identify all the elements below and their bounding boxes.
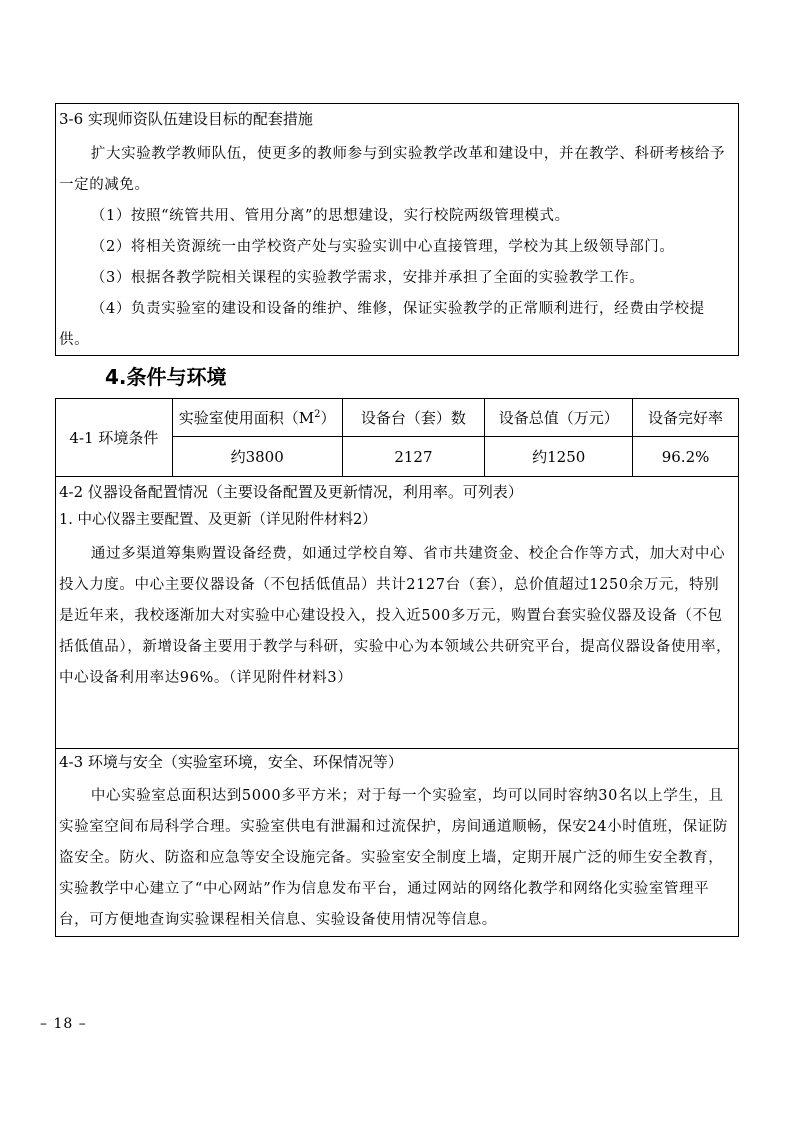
section-4-2-content (59, 539, 734, 694)
value-count: 2127 (342, 437, 485, 477)
section-4-2-subtitle: 1. 中心仪器主要配置、及更新（详见附件材料2） (59, 512, 377, 528)
section-3-6-box (55, 103, 739, 356)
paragraph: （2）将相关资源统一由学校资产处与实验实训中心直接管理，学校为其上级领导部门。 (90, 239, 675, 255)
section-3-6-title: 3-6 实现师资队伍建设目标的配套措施 (59, 110, 313, 128)
section-heading: 4.条件与环境 (105, 365, 227, 389)
value-rate: 96.2% (633, 437, 739, 477)
section-4-3-box (55, 748, 739, 937)
page-number: – 18 – (40, 1016, 87, 1032)
environment-table (55, 398, 739, 477)
paragraph: （1）按照“统管共用、管用分离”的思想建设，实行校院两级管理模式。 (90, 208, 570, 224)
section-3-6-content (59, 139, 732, 356)
paragraph: （3）根据各教学院相关课程的实验教学需求，安排并承担了全面的实验教学工作。 (90, 270, 645, 286)
paragraph: 扩大实验教学教师队伍，使更多的教师参与到实验教学改革和建设中，并在教学、科研考核给予一定的减免。 (59, 146, 726, 193)
section-4-2-box (55, 477, 739, 749)
row-label: 4-1 环境条件 (56, 399, 173, 477)
paragraph: 通过多渠道筹集购置设备经费，如通过学校自筹、省市共建资金、校企合作等方式，加大对中心投入力度。中心主要仪器设备（不包括低值品）共计2127台（套），总价值超过1250余万元，特别是近年来，我校逐渐加大对实验中心建设投入，投入近500多万元，购置台套实验仪器及设备（不包括低值品），新增设备主要用于教学与科研，实验中心为本领域公共研究平台，提高仪器设备使用率，中心设备利用率达96%。（详见附件材料3） (59, 546, 732, 686)
paragraph: （4）负责实验室的建设和设备的维护、维修，保证实验教学的正常顺利进行，经费由学校提供。 (59, 301, 705, 348)
paragraph: 中心实验室总面积达到5000多平方米；对于每一个实验室，均可以同时容纳30名以上学生，且实验室空间布局科学合理。实验室供电有泄漏和过流保护，房间通道顺畅，保安24小时值班，保证防盗安全。防火、防盗和应急等安全设施完备。实验室安全制度上墙，定期开展广泛的师生安全教育，实验教学中心建立了“中心网站”作为信息发布平台，通过网站的网络化教学和网络化实验室管理平台，可方便地查询实验课程相关信息、实验设备使用情况等信息。 (59, 788, 728, 928)
section-4-3-content (59, 781, 734, 936)
header-count: 设备台（套）数 (342, 399, 485, 437)
header-area: 实验室使用面积$(M^2)$ (172, 399, 342, 437)
section-4-2-title: 4-2 仪器设备配置情况（主要设备配置及更新情况，利用率。可列表） (59, 483, 523, 501)
section-4-3-title: 4-3 环境与安全（实验室环境，安全、环保情况等） (59, 753, 403, 771)
header-rate: 设备完好率 (633, 399, 739, 437)
value-total: 约1250 (485, 437, 633, 477)
value-area: 约3800 (172, 437, 342, 477)
header-value: 设备总值（万元） (485, 399, 633, 437)
